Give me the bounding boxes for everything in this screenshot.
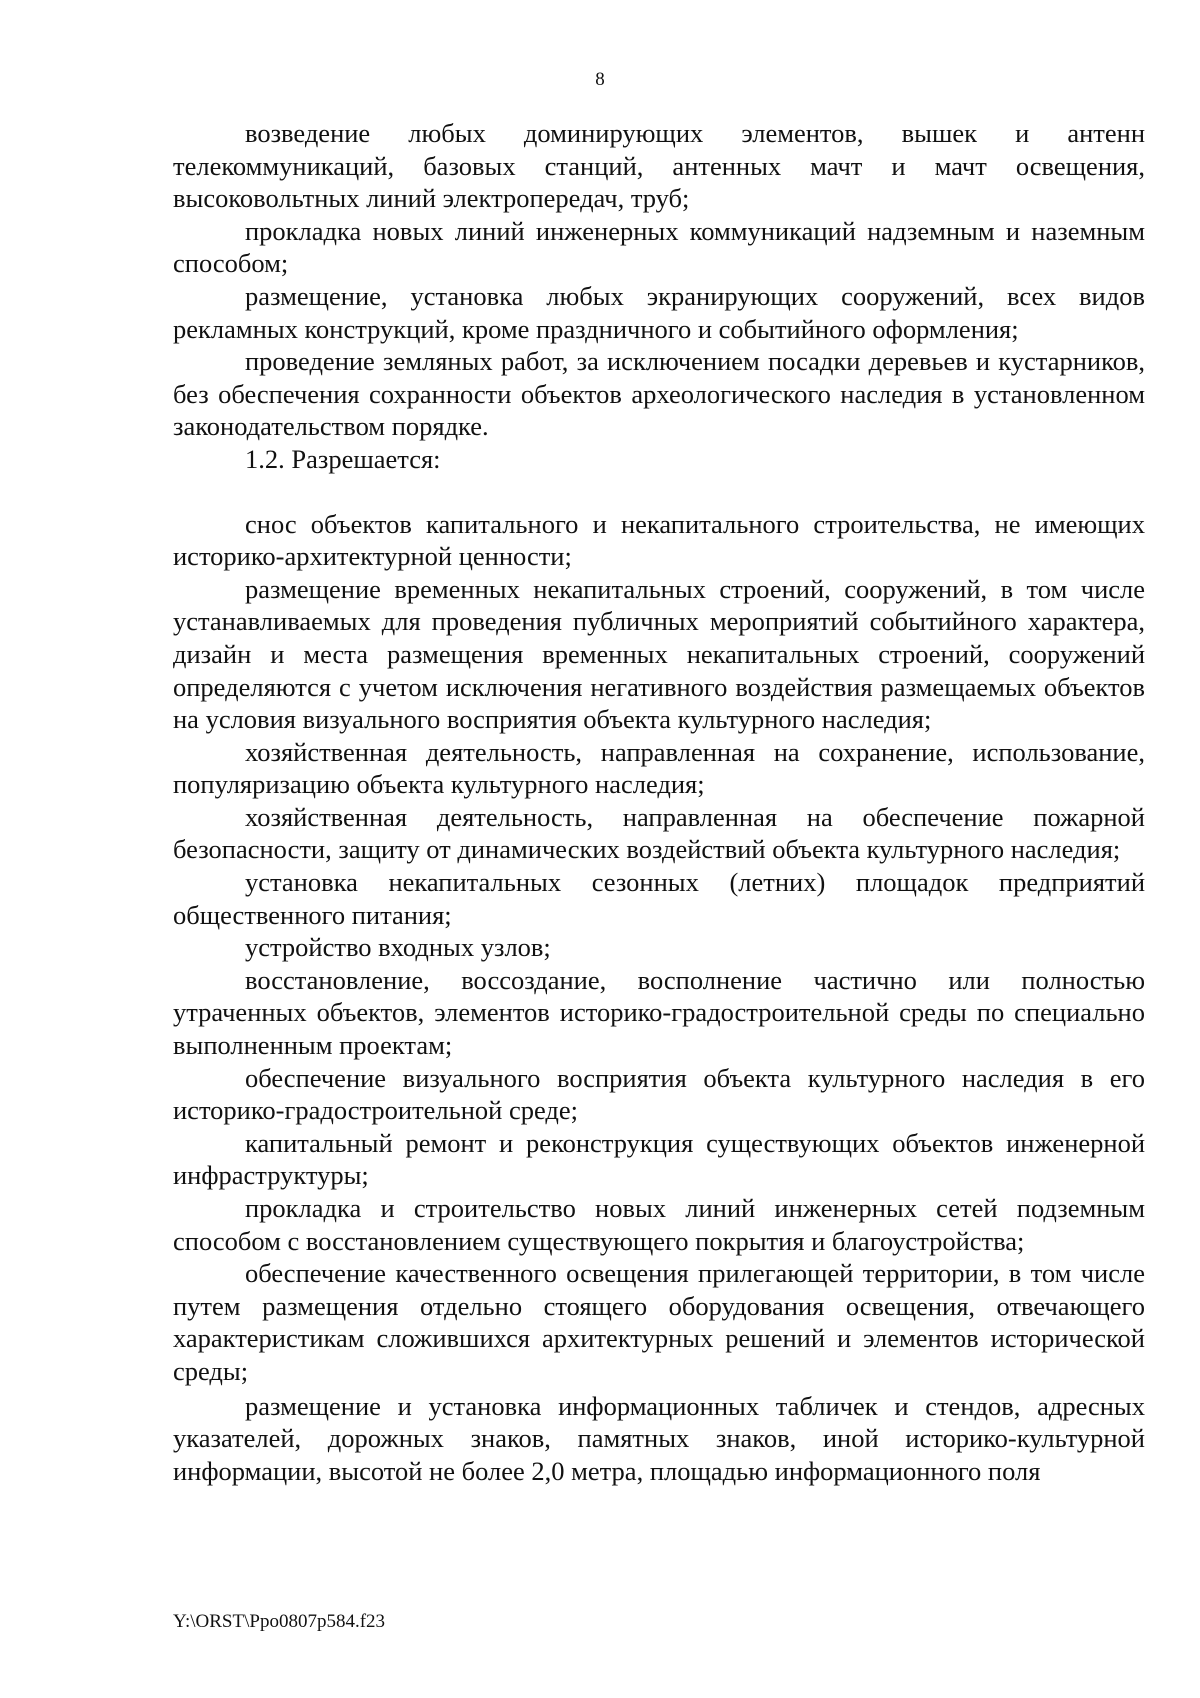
paragraph-seasonal-terraces: установка некапитальных сезонных (летних) площадок предприятий общественного питания; — [173, 867, 1145, 930]
document-body — [173, 117, 1145, 1487]
paragraph-preservation-activity: хозяйственная деятельность, направленная на сохранение, использование, популяризацию объекта культурного наследия; — [173, 736, 1145, 800]
page-number: 8 — [595, 69, 605, 90]
paragraph-temporary-structures: размещение временных некапитальных строений, сооружений, в том числе устанавливаемых для проведения публичных мероприятий событийного характера, дизайн и места размещения временных некапитальных строений, сооружений определяются с учетом исключения негативного воздействия размещаемых объектов на условия визуального восприятия объекта культурного наследия; — [173, 573, 1145, 735]
paragraph-information-signs: размещение и установка информационных табличек и стендов, адресных указателей, дорожных знаков, памятных знаков, иной историко-культурной информации, высотой не более 2,0 метра, площадью информационного поля — [173, 1390, 1145, 1486]
paragraph-lighting: обеспечение качественного освещения прилегающей территории, в том числе путем размещения отдельно стоящего оборудования освещения, отвечающего характеристикам сложившихся архитектурных решений и элементов исторической среды; — [173, 1258, 1145, 1386]
paragraph-underground-networks: прокладка и строительство новых линий инженерных сетей подземным способом с восстановлением существующего покрытия и благоустройства; — [173, 1193, 1145, 1256]
footer-file-path: Y:\ORST\Рро0807р584.f23 — [173, 1611, 386, 1632]
paragraph-visual-perception: обеспечение визуального восприятия объекта культурного наследия в его историко-градостроительной среде; — [173, 1062, 1145, 1126]
paragraph-entrance-nodes: устройство входных узлов; — [245, 932, 551, 963]
section-heading-allowed: 1.2. Разрешается: — [245, 443, 441, 474]
paragraph-utility-lines-ban: прокладка новых линий инженерных коммуникаций надземным и наземным способом; — [173, 215, 1145, 279]
paragraph-demolition: снос объектов капитального и некапитального строительства, не имеющих историко-архитектурной ценности; — [173, 508, 1145, 572]
paragraph-dominants-ban: возведение любых доминирующих элементов, вышек и антенн телекоммуникаций, базовых станций, антенных мачт и мачт освещения, высоковольтных линий электропередач, труб; — [173, 118, 1145, 214]
paragraph-earthworks-ban: проведение земляных работ, за исключением посадки деревьев и кустарников, без обеспечения сохранности объектов археологического наследия в установленном законодательством порядке. — [173, 346, 1145, 442]
paragraph-infrastructure-repair: капитальный ремонт и реконструкция существующих объектов инженерной инфраструктуры; — [173, 1127, 1145, 1191]
paragraph-fire-safety: хозяйственная деятельность, направленная на обеспечение пожарной безопасности, защиту от динамических воздействий объекта культурного наследия; — [173, 801, 1145, 865]
paragraph-screening-structures-ban: размещение, установка любых экранирующих сооружений, всех видов рекламных конструкций, кроме праздничного и событийного оформления; — [173, 280, 1145, 344]
paragraph-restoration: восстановление, воссоздание, восполнение частично или полностью утраченных объектов, элементов историко-градостроительной среды по специально выполненным проектам; — [173, 964, 1145, 1061]
